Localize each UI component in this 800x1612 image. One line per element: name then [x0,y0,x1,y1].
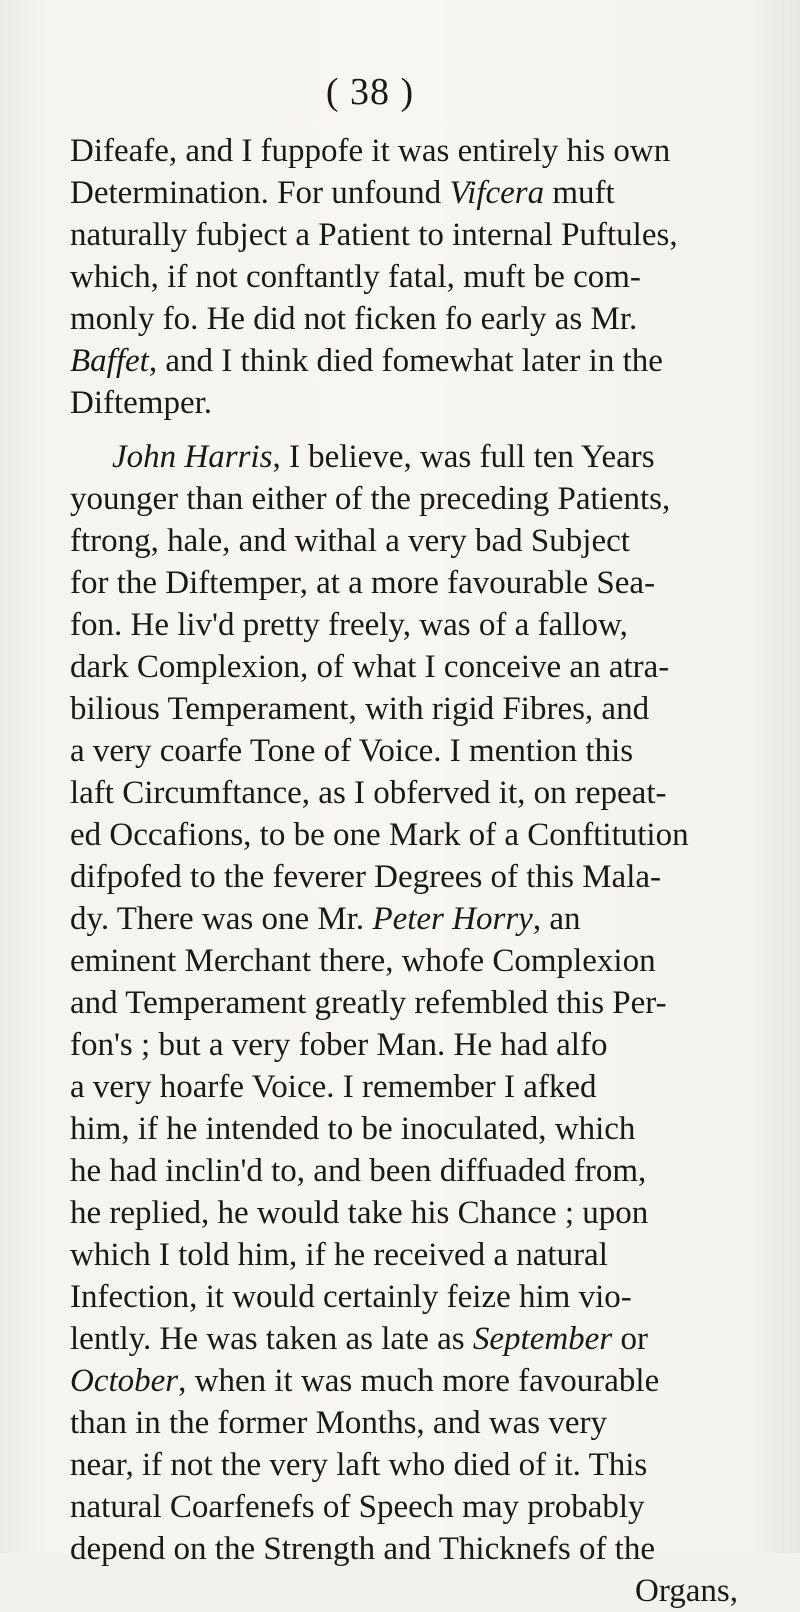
text-line [70,214,800,256]
text-segment: ftrong, hale, and withal a very bad Subject [70,523,630,559]
text-segment: natural Coarfenefs of Speech may probably [70,1489,645,1525]
text-line [70,1066,800,1108]
text-segment: Vifcera [449,175,545,211]
text-line [70,688,800,730]
text-segment: October [70,1363,179,1399]
text-segment: Diftemper. [70,385,213,421]
catchword: Organs, [635,1573,738,1609]
text-segment: for the Diftemper, at a more favourable Sea- [70,565,656,601]
text-line [70,1150,800,1192]
text-line [70,562,800,604]
text-line [70,1192,800,1234]
text-segment: naturally fubject a Patient to internal Puftules, [70,217,678,253]
text-segment: which, if not conftantly fatal, muft be com- [70,259,641,295]
text-segment: younger than either of the preceding Patients, [70,481,671,517]
text-segment: September [472,1321,613,1357]
text-line [70,1024,800,1066]
text-line [70,1402,800,1444]
text-line [70,340,800,382]
text-line [70,1234,800,1276]
paragraph-gap [70,424,800,436]
text-segment: near, if not the very laft who died of it. This [70,1447,648,1483]
text-line [70,382,800,424]
text-segment: dark Complexion, of what I conceive an atra- [70,649,670,685]
text-line [70,646,800,688]
text-segment: Determination. For unfound [70,175,450,211]
text-segment: laft Circumftance, as I obferved it, on repeat- [70,775,667,811]
text-segment: fon. He liv'd pretty freely, was of a fallow, [70,607,628,643]
text-segment: monly fo. He did not ficken fo early as Mr. [70,301,638,337]
text-line [70,898,800,940]
text-segment: fon's ; but a very fober Man. He had alfo [70,1027,608,1063]
text-segment: ed Occafions, to be one Mark of a Conftitution [70,817,689,853]
text-segment: Infection, it would certainly feize him vio- [70,1279,632,1315]
text-segment: he had inclin'd to, and been diffuaded from, [70,1153,647,1189]
text-line [70,730,800,772]
text-line [70,856,800,898]
text-line [70,520,800,562]
text-segment: John Harris [112,439,273,475]
page-number: ( 38 ) [325,71,415,113]
text-segment: , and I think died fomewhat later in the [148,343,663,379]
text-line [70,1108,800,1150]
text-line [70,172,800,214]
text-segment: Baffet [70,343,149,379]
text-segment: depend on the Strength and Thicknefs of the [70,1531,655,1567]
text-segment: difpofed to the feverer Degrees of this Mala- [70,859,662,895]
text-segment: or [612,1321,648,1357]
text-segment: , an [532,901,581,937]
text-segment: lently. He was taken as late as [70,1321,473,1357]
text-line [70,1318,800,1360]
text-line [70,1444,800,1486]
text-line [70,940,800,982]
text-line [70,130,800,172]
text-segment: and Temperament greatly refembled this Per- [70,985,667,1021]
text-line [70,982,800,1024]
text-line [70,604,800,646]
text-segment: he replied, he would take his Chance ; upon [70,1195,649,1231]
text-segment: a very hoarfe Voice. I remember I afked [70,1069,597,1105]
text-segment: him, if he intended to be inoculated, which [70,1111,636,1147]
text-line [70,256,800,298]
text-segment: eminent Merchant there, whofe Complexion [70,943,656,979]
text-segment: , I believe, was full ten Years [272,439,655,475]
body-text [70,130,800,1612]
text-line [70,1360,800,1402]
text-segment: , when it was much more favourable [178,1363,660,1399]
text-line [70,1276,800,1318]
text-line [70,772,800,814]
text-line [70,298,800,340]
text-segment: muft [544,175,615,211]
text-segment: Peter Horry [372,901,533,937]
text-segment: a very coarfe Tone of Voice. I mention this [70,733,634,769]
text-line [70,436,800,478]
text-segment: Difeafe, and I fuppofe it was entirely his own [70,133,671,169]
text-line [70,1528,800,1570]
text-segment: which I told him, if he received a natural [70,1237,608,1273]
text-line [70,1486,800,1528]
text-line [70,814,800,856]
text-segment: bilious Temperament, with rigid Fibres, and [70,691,650,727]
text-segment: than in the former Months, and was very [70,1405,608,1441]
text-segment: dy. There was one Mr. [70,901,373,937]
text-line [70,478,800,520]
